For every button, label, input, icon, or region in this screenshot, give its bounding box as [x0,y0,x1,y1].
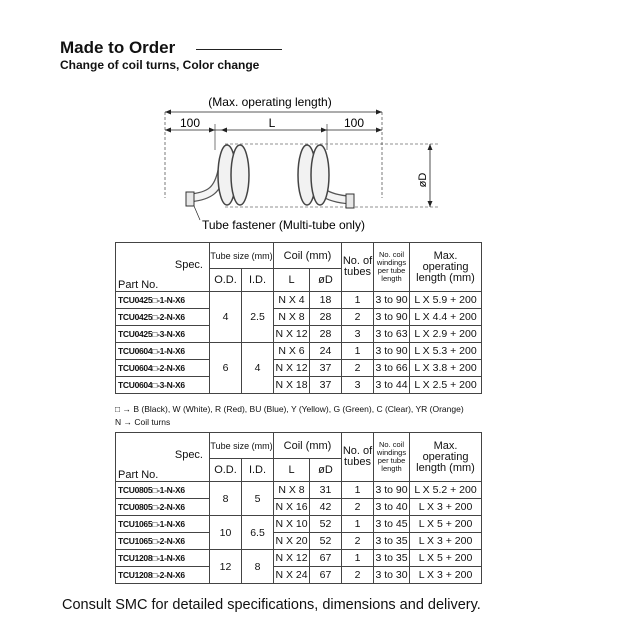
coil-d-value: 37 [310,377,342,394]
coil-l-value: N X 4 [274,292,310,309]
windings-value: 3 to 35 [374,533,410,550]
id-header: I.D. [242,269,274,292]
od-value: 10 [210,516,242,550]
windings-value: 3 to 63 [374,326,410,343]
windings-value: 3 to 40 [374,499,410,516]
tubes-value: 1 [342,482,374,499]
id-value: 5 [242,482,274,516]
spec-part-header [116,433,210,482]
coil-l-value: N X 8 [274,482,310,499]
table-row [116,360,482,377]
tubes-value: 2 [342,567,374,584]
max-length-value: L X 5.2 + 200 [410,482,482,499]
left-dimension: 100 [179,116,201,130]
page-subtitle: Change of coil turns, Color change [60,58,260,72]
table-row [116,292,482,309]
tubes-value: 2 [342,533,374,550]
part-number: TCU0604□-1-N-X6 [116,343,210,360]
table-row [116,482,482,499]
tubes-value: 1 [342,516,374,533]
spec-part-header [116,243,210,292]
tubes-value: 1 [342,550,374,567]
od-value: 8 [210,482,242,516]
windings-value: 3 to 44 [374,377,410,394]
windings-value: 3 to 66 [374,360,410,377]
part-number: TCU0425□-3-N-X6 [116,326,210,343]
windings-value: 3 to 30 [374,567,410,584]
part-no-header: Part No. [118,279,159,291]
coil-l-value: N X 12 [274,326,310,343]
coil-l-value: N X 12 [274,550,310,567]
tubes-value: 1 [342,343,374,360]
coil-d-value: 52 [310,516,342,533]
id-value: 4 [242,343,274,394]
coil-d-value: 42 [310,499,342,516]
diameter-label: øD [417,172,429,188]
windings-header: No. coil windings per tube length [374,243,410,292]
tubes-value: 3 [342,326,374,343]
od-value: 4 [210,292,242,343]
title-rule [196,49,282,50]
windings-value: 3 to 90 [374,309,410,326]
part-number: TCU1065□-2-N-X6 [116,533,210,550]
od-header: O.D. [210,459,242,482]
color-note: □ → B (Black), W (White), R (Red), BU (Blue), Y (Yellow), G (Green), C (Clear), YR (Orange) [115,404,464,414]
tubes-header: No. of tubes [342,433,374,482]
max-length-value: L X 3 + 200 [410,533,482,550]
max-length-value: L X 3 + 200 [410,567,482,584]
coil-header: Coil (mm) [274,433,342,459]
spec-header: Spec. [174,259,203,271]
id-value: 6.5 [242,516,274,550]
tubes-value: 2 [342,309,374,326]
max-length-value: L X 5 + 200 [410,550,482,567]
part-number: TCU0425□-2-N-X6 [116,309,210,326]
part-number: TCU0805□-2-N-X6 [116,499,210,516]
table-row [116,377,482,394]
tubes-value: 3 [342,377,374,394]
tubes-header: No. of tubes [342,243,374,292]
windings-header: No. coil windings per tube length [374,433,410,482]
coil-l-value: N X 12 [274,360,310,377]
max-length-value: L X 2.9 + 200 [410,326,482,343]
coil-d-value: 31 [310,482,342,499]
coil-l-header: L [274,459,310,482]
id-value: 2.5 [242,292,274,343]
fastener-label: Tube fastener (Multi-tube only) [202,218,365,232]
windings-value: 3 to 90 [374,482,410,499]
max-length-value: L X 5.3 + 200 [410,343,482,360]
coil-l-value: N X 20 [274,533,310,550]
right-dimension: 100 [343,116,365,130]
coil-d-value: 67 [310,550,342,567]
coil-d-value: 37 [310,360,342,377]
windings-value: 3 to 35 [374,550,410,567]
windings-value: 3 to 90 [374,292,410,309]
table-row [116,309,482,326]
max-length-value: L X 4.4 + 200 [410,309,482,326]
coil-l-value: N X 16 [274,499,310,516]
coil-d-value: 28 [310,309,342,326]
max-length-value: L X 2.5 + 200 [410,377,482,394]
coil-l-header: L [274,269,310,292]
coil-l-value: N X 24 [274,567,310,584]
coil-d-header: øD [310,269,342,292]
max-length-header: Max. operating length (mm) [410,243,482,292]
coil-header: Coil (mm) [274,243,342,269]
max-length-header: Max. operating length (mm) [410,433,482,482]
coil-l-value: N X 6 [274,343,310,360]
coil-d-value: 24 [310,343,342,360]
tubes-value: 2 [342,499,374,516]
coil-l-value: N X 8 [274,309,310,326]
table-row [116,550,482,567]
tubes-value: 1 [342,292,374,309]
coil-d-header: øD [310,459,342,482]
page-title: Made to Order [60,38,176,57]
coil-d-value: 52 [310,533,342,550]
table-row [116,533,482,550]
spec-table-1 [115,242,482,394]
part-number: TCU0425□-1-N-X6 [116,292,210,309]
windings-value: 3 to 45 [374,516,410,533]
part-number: TCU1208□-2-N-X6 [116,567,210,584]
table-row [116,326,482,343]
max-length-label: (Max. operating length) [208,95,332,109]
tube-size-header: Tube size (mm) [210,433,274,459]
part-number: TCU1208□-1-N-X6 [116,550,210,567]
max-length-value: L X 5 + 200 [410,516,482,533]
max-length-value: L X 3.8 + 200 [410,360,482,377]
coil-d-value: 18 [310,292,342,309]
coil-l-value: N X 18 [274,377,310,394]
coil-d-value: 28 [310,326,342,343]
part-number: TCU0604□-3-N-X6 [116,377,210,394]
od-value: 12 [210,550,242,584]
od-value: 6 [210,343,242,394]
coil-d-value: 67 [310,567,342,584]
max-length-value: L X 3 + 200 [410,499,482,516]
table-row [116,567,482,584]
tubes-value: 2 [342,360,374,377]
spec-header: Spec. [174,449,203,461]
spec-table-2 [115,432,482,584]
id-header: I.D. [242,459,274,482]
table-row [116,499,482,516]
table-row [116,343,482,360]
coil-note: N → Coil turns [115,417,171,427]
length-dimension: L [268,116,276,130]
windings-value: 3 to 90 [374,343,410,360]
od-header: O.D. [210,269,242,292]
max-length-value: L X 5.9 + 200 [410,292,482,309]
table-row [116,516,482,533]
coil-l-value: N X 10 [274,516,310,533]
coil-tube-diagram [150,90,450,240]
part-no-header: Part No. [118,469,159,481]
part-number: TCU0805□-1-N-X6 [116,482,210,499]
footer-note: Consult SMC for detailed specifications, dimensions and delivery. [62,597,481,613]
tube-size-header: Tube size (mm) [210,243,274,269]
id-value: 8 [242,550,274,584]
part-number: TCU0604□-2-N-X6 [116,360,210,377]
part-number: TCU1065□-1-N-X6 [116,516,210,533]
